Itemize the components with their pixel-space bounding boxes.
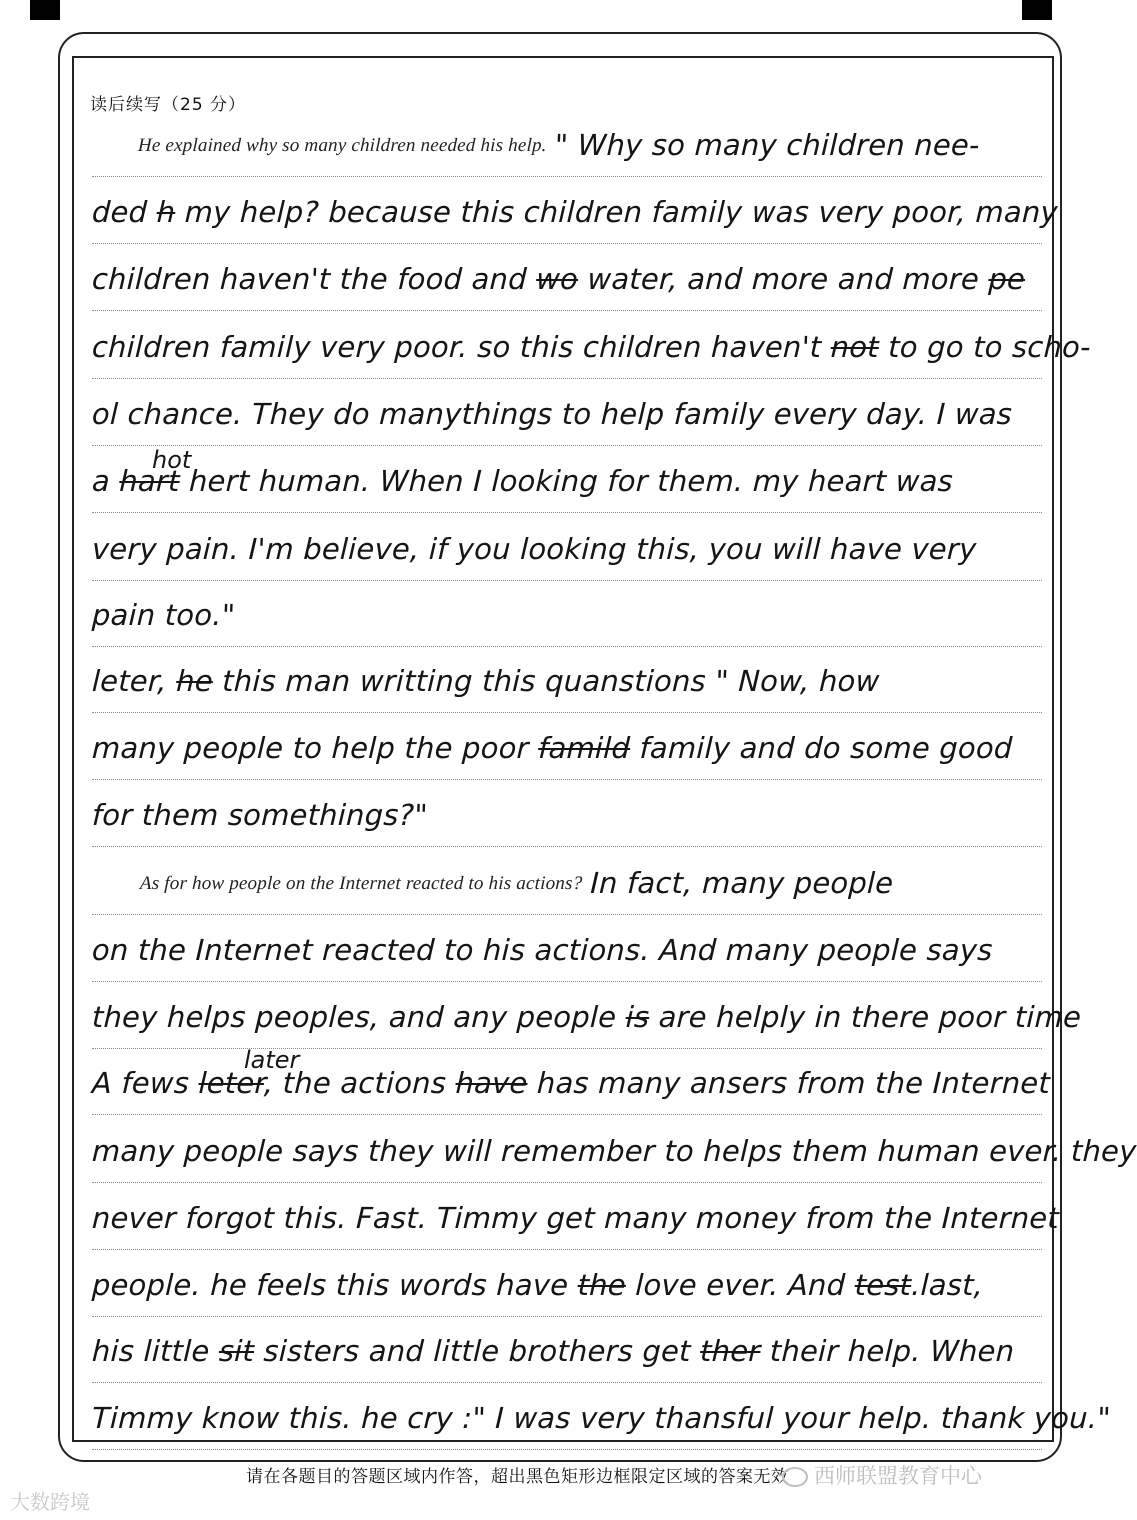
essay-line [91,1134,1137,1168]
ruled-line [92,243,1042,244]
handwritten-text: family and do some good [629,731,1014,765]
crossed-out-word: ther [699,1334,762,1368]
watermark-right [782,1460,982,1490]
ruled-line [92,580,1042,581]
handwritten-text: they helps peoples, and any people [91,1000,627,1034]
crossed-out-word: he [175,664,214,698]
essay-line [91,195,1059,229]
insertion-hot: hot [152,446,192,474]
essay-line [139,866,1095,900]
essay-line [91,731,1047,765]
essay-line [91,262,1047,296]
handwritten-text: .last, [910,1268,984,1302]
handwritten-text: children family very poor. so this children haven't [91,330,832,364]
essay-line [91,1066,1051,1100]
handwritten-text: to go to scho- [878,330,1092,364]
essay-line [91,1401,1112,1435]
handwritten-text: water, and more and more [577,262,990,296]
crossed-out-word: sit [218,1334,255,1368]
ruled-line [92,1449,1042,1450]
handwritten-text: their help. When [759,1334,1015,1368]
crossed-out-word: h [156,195,176,229]
essay-line [91,933,1047,967]
essay-line [91,330,1092,364]
registration-mark-right [1022,0,1052,20]
crossed-out-word: famild [537,731,631,765]
ruled-line [92,1114,1042,1115]
handwritten-text: on the Internet reacted to his actions. And many people says [91,933,994,967]
handwritten-text: pain too." [91,598,236,632]
handwritten-text: , the actions [263,1066,457,1100]
handwritten-text: a [91,464,120,498]
handwritten-text: this man writting this quanstions " Now, how [212,664,881,698]
handwritten-text: are helply in there poor time [648,1000,1082,1034]
ruled-line [92,1249,1042,1250]
ruled-line [92,176,1042,177]
essay-line [137,128,1093,162]
ruled-line [92,1182,1042,1183]
ruled-line [92,779,1042,780]
watermark-left: 大数跨境 [10,1490,90,1514]
essay-line [91,798,1047,832]
essay-line [91,1000,1082,1034]
handwritten-text: leter, [91,664,177,698]
crossed-out-word: is [625,1000,650,1034]
essay-line [91,532,1047,566]
handwritten-text: In fact, many people [589,866,894,900]
crossed-out-word: leter [197,1066,265,1100]
handwritten-text: love ever. And [625,1268,856,1302]
handwritten-text: ol chance. They do manythings to help family every day. I was [91,397,1013,431]
ruled-line [92,310,1042,311]
ruled-line [92,378,1042,379]
handwritten-text: many people says they will remember to helps them human ever. they [91,1134,1137,1168]
ruled-line [92,981,1042,982]
handwritten-text: many people to help the poor [91,731,539,765]
crossed-out-word: pe [987,262,1026,296]
crossed-out-word: test [854,1268,912,1302]
handwritten-text: for them somethings?" [91,798,429,832]
essay-line [91,664,1047,698]
crossed-out-word: hart [118,464,181,498]
ruled-line [92,914,1042,915]
watermark-right-text: 西师联盟教育中心 [814,1464,982,1488]
essay-line [91,1201,1060,1235]
handwritten-text: ded [91,195,158,229]
crossed-out-word: have [454,1066,529,1100]
insertion-later: later [244,1046,300,1074]
ruled-line [92,1382,1042,1383]
handwritten-text: my help? because this children family was very poor, many [174,195,1059,229]
registration-mark-left [30,0,60,20]
essay-line [91,1334,1047,1368]
crossed-out-word: wo [535,262,579,296]
prompt-sentence-2: As for how people on the Internet reacted to his actions? [139,873,583,894]
handwritten-text: never forgot this. Fast. Timmy get many money from the Internet [91,1201,1060,1235]
essay-line [91,397,1047,431]
handwritten-text: Timmy know this. he cry :" I was very thansful your help. thank you." [91,1401,1112,1435]
handwritten-text: people. he feels this words have [91,1268,579,1302]
handwritten-text: " Why so many children nee- [554,128,981,162]
ruled-line [92,445,1042,446]
section-title: 读后续写（25 分） [90,95,247,115]
footer-instruction: 请在各题目的答题区域内作答，超出黑色矩形边框限定区域的答案无效 [246,1467,789,1487]
ruled-line [92,846,1042,847]
ruled-line [92,1048,1042,1049]
handwritten-text: very pain. I'm believe, if you looking this, you will have very [91,532,978,566]
essay-line [91,464,1047,498]
handwritten-text: A fews [91,1066,200,1100]
prompt-sentence-1: He explained why so many children needed his help. [137,135,548,156]
handwritten-text: sisters and little brothers get [253,1334,701,1368]
ruled-line [92,712,1042,713]
handwritten-text: children haven't the food and [91,262,537,296]
ruled-line [92,1316,1042,1317]
crossed-out-word: the [577,1268,627,1302]
handwritten-text: has many ansers from the Internet [526,1066,1051,1100]
handwritten-text: hert human. When I looking for them. my heart was [179,464,954,498]
crossed-out-word: not [830,330,880,364]
essay-line [91,598,1047,632]
essay-line [91,1268,1047,1302]
ruled-line [92,646,1042,647]
handwritten-text: his little [91,1334,220,1368]
wechat-icon [782,1467,808,1487]
ruled-line [92,512,1042,513]
